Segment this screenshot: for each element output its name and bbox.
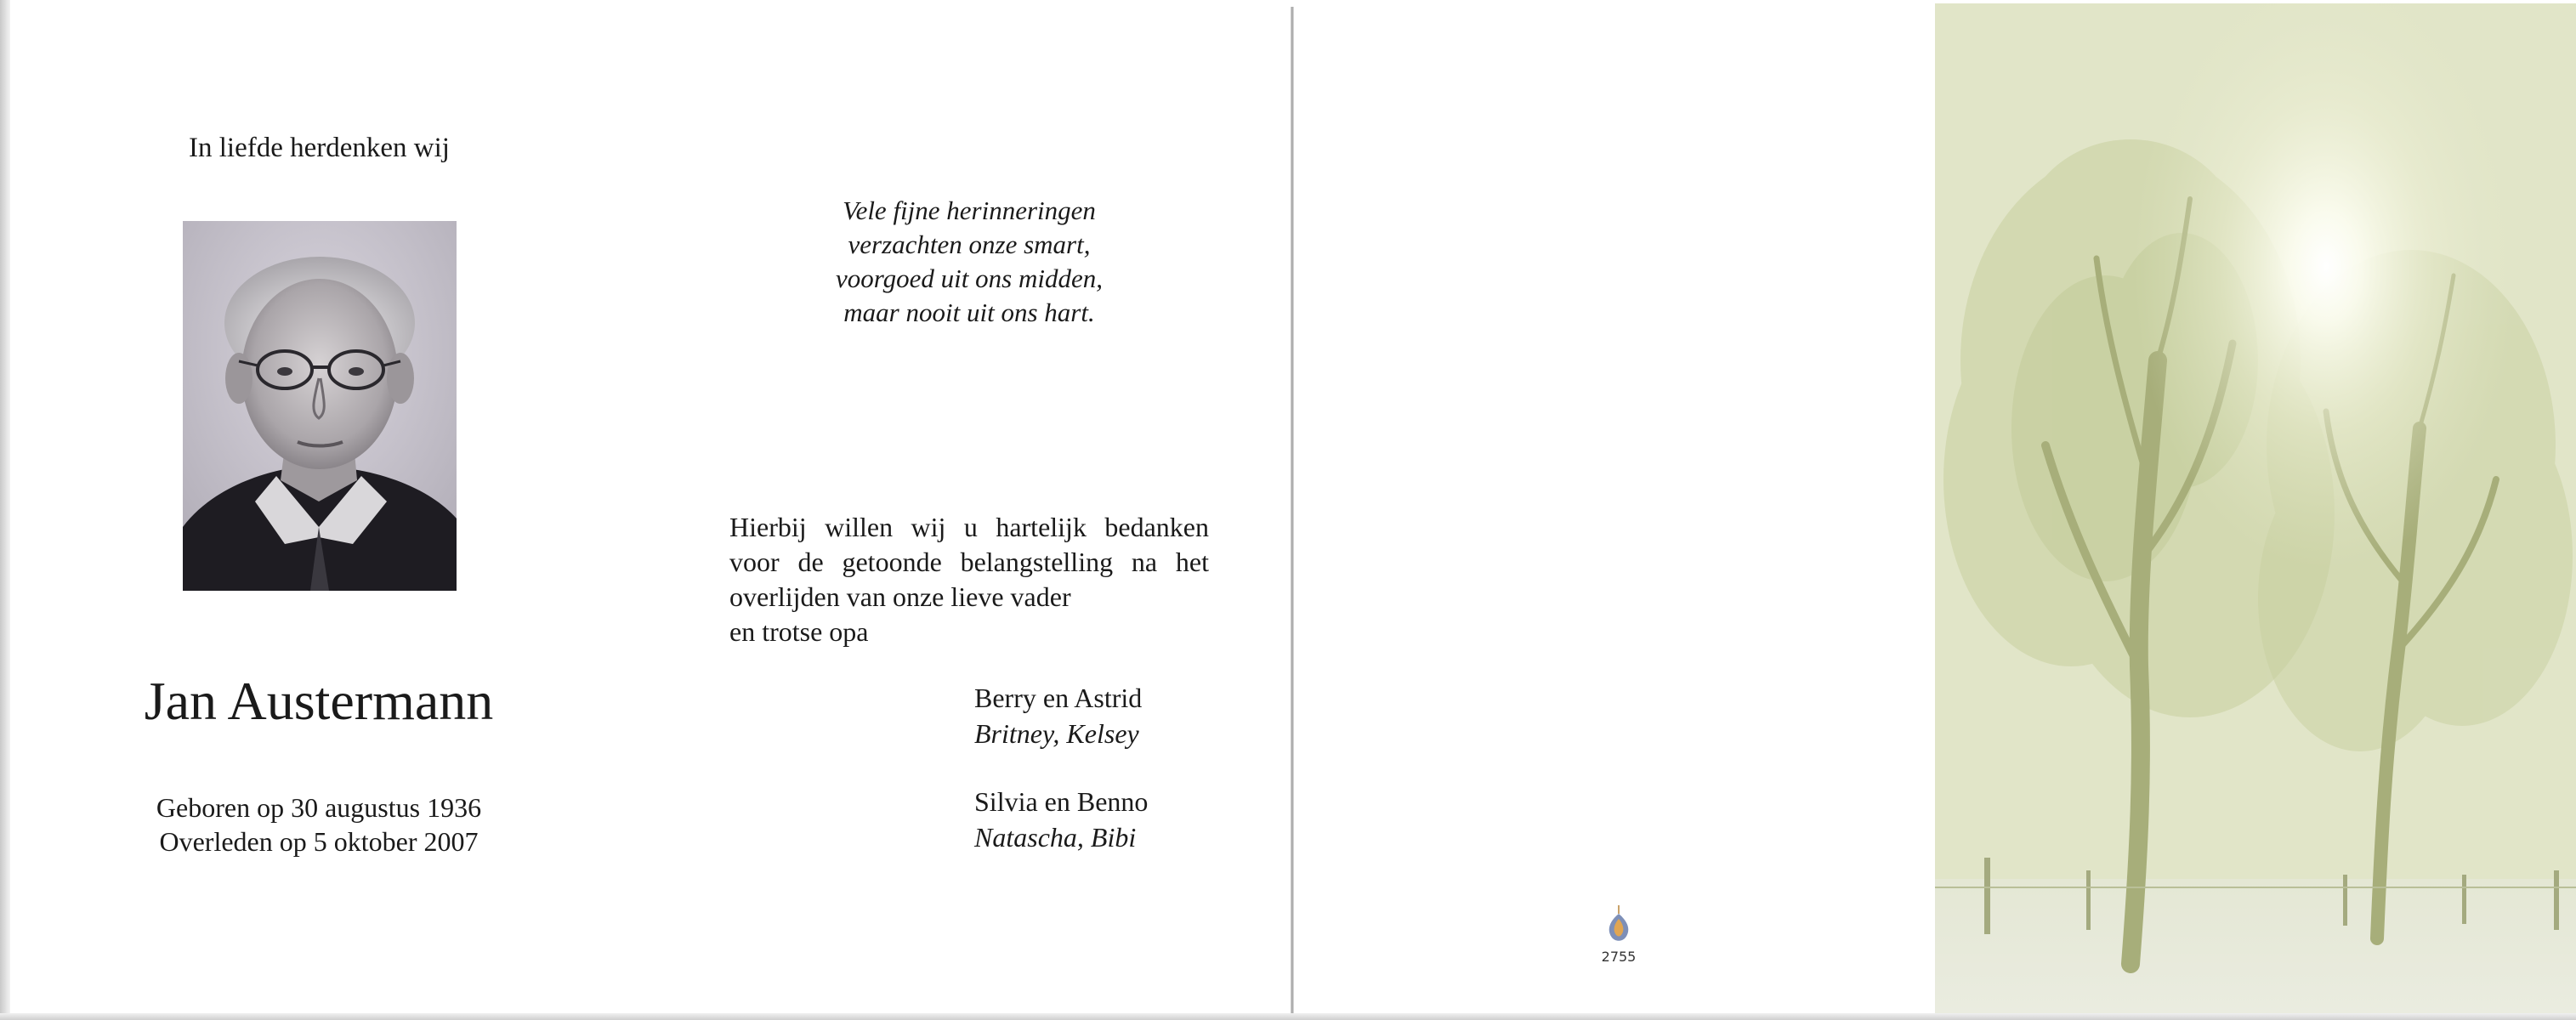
family-group	[974, 784, 1148, 855]
deceased-name: Jan Austermann	[144, 671, 494, 731]
family-children: Britney, Kelsey	[974, 718, 1139, 749]
poem-line: verzachten onze smart,	[848, 230, 1091, 259]
poem-line: Vele fijne herinneringen	[843, 196, 1096, 225]
intro-text: In liefde herdenken wij	[189, 133, 450, 163]
death-date: Overleden op 5 oktober 2007	[159, 826, 479, 857]
family-children: Natascha, Bibi	[974, 822, 1137, 853]
landscape-illustration	[1935, 3, 2576, 1015]
scan-left-edge	[0, 0, 10, 1020]
poem-line: maar nooit uit ons hart.	[843, 298, 1095, 327]
flame-drop-icon	[1595, 905, 1643, 943]
card-fold	[1291, 7, 1294, 1013]
birth-date: Geboren op 30 augustus 1936	[156, 792, 482, 823]
thanks-line: voor de getoonde belangstelling na het	[729, 547, 1209, 577]
life-dates	[94, 790, 544, 858]
thanks-line: overlijden van onze lieve vader	[729, 581, 1071, 612]
poem-line: voorgoed uit ons midden,	[836, 264, 1103, 293]
family-parents: Berry en Astrid	[974, 683, 1143, 713]
family-parents: Silvia en Benno	[974, 786, 1149, 817]
thanks-line: Hierbij willen wij u hartelijk bedanken	[729, 512, 1209, 542]
thanks-paragraph	[729, 510, 1209, 649]
portrait-photo	[183, 221, 457, 591]
thanks-line: en trotse opa	[729, 616, 869, 647]
poem-block	[757, 194, 1182, 330]
portrait-illustration	[183, 221, 457, 591]
printer-mark	[1595, 905, 1643, 965]
scan-bottom-edge	[0, 1013, 2576, 1020]
print-number: 2755	[1601, 949, 1637, 965]
family-group	[974, 680, 1142, 751]
misty-trees-sun-image	[1935, 3, 2576, 1015]
